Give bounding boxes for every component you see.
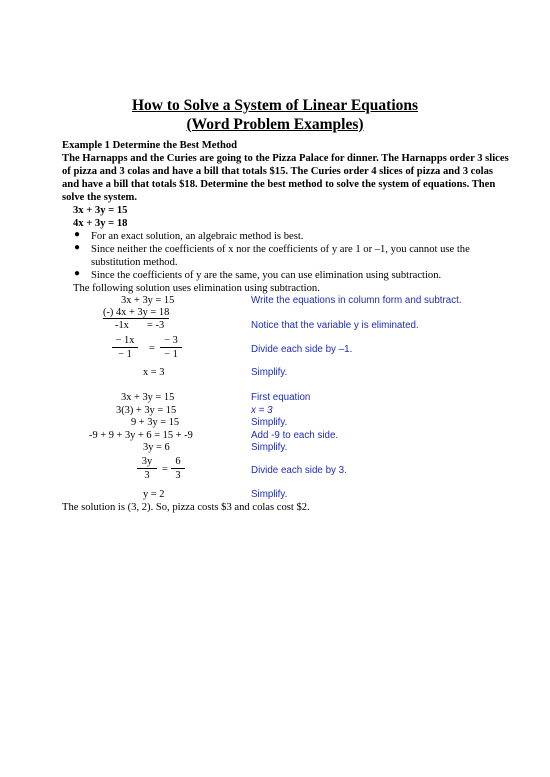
bullet-icon: ●: [74, 268, 81, 279]
fraction-denominator: − 1: [164, 349, 178, 360]
bullet-text: For an exact solution, an algebraic method is best.: [91, 231, 304, 242]
fraction-denominator: 3: [144, 470, 150, 481]
step2-equation-5: 3y = 6: [143, 442, 170, 453]
system-equation: 4x + 3y = 18: [73, 218, 128, 229]
bullet-text: substitution method.: [91, 257, 178, 268]
conclusion: The solution is (3, 2). So, pizza costs $3 and colas cost $2.: [62, 502, 310, 513]
step1-note: Write the equations in column form and subtract.: [251, 295, 462, 306]
step2-fraction-left: [137, 456, 157, 481]
step2-note: Add -9 to each side.: [251, 430, 339, 441]
step1-note: Notice that the variable y is eliminated.: [251, 320, 419, 331]
bullet-text: Since the coefficients of y are the same, you can use elimination using subtraction.: [91, 270, 442, 281]
step2-result: y = 2: [143, 489, 165, 500]
fraction-denominator: − 1: [118, 349, 132, 360]
problem-line: solve the system.: [62, 192, 138, 203]
step2-equation-1: 3x + 3y = 15: [121, 392, 175, 403]
bullet-icon: ●: [74, 229, 81, 240]
step2-note: First equation: [251, 392, 311, 403]
fraction-numerator: 6: [175, 456, 181, 467]
fraction-bar: [137, 468, 157, 469]
step1-equation-2: (-) 4x + 3y = 18: [103, 307, 170, 318]
fraction-numerator: − 1x: [115, 335, 135, 346]
intro-line: The following solution uses elimination using subtraction.: [73, 283, 320, 294]
fraction-bar: [112, 347, 138, 348]
step1-note: Simplify.: [251, 367, 288, 378]
step2-equation-4: -9 + 9 + 3y + 6 = 15 + -9: [89, 430, 193, 441]
system-equation: 3x + 3y = 15: [73, 205, 128, 216]
fraction-bar: [171, 468, 185, 469]
problem-line: and have a bill that totals $18. Determine the best method to solve the system of equations. Then: [62, 179, 496, 190]
step1-equation-1: 3x + 3y = 15: [121, 295, 175, 306]
step1-fraction-right: [160, 335, 182, 360]
fraction-denominator: 3: [175, 470, 181, 481]
step2-fraction-equals: =: [162, 464, 168, 475]
step2-note: Divide each side by 3.: [251, 465, 347, 476]
page-title-line2: (Word Problem Examples): [186, 116, 364, 133]
problem-line: of pizza and 3 colas and have a bill that totals $15. The Curies order 4 slices of pizza and 3 colas: [62, 166, 494, 177]
fraction-bar: [160, 347, 182, 348]
step2-note: x = 3: [251, 405, 273, 416]
fraction-numerator: − 3: [164, 335, 178, 346]
step1-fraction-equals: =: [149, 343, 155, 354]
bullet-icon: ●: [74, 242, 81, 253]
page-title-line1: How to Solve a System of Linear Equations: [131, 97, 419, 114]
step2-equation-2: 3(3) + 3y = 15: [116, 405, 177, 416]
step1-fraction-left: [112, 335, 138, 360]
bullet-text: Since neither the coefficients of x nor the coefficients of y are 1 or –1, you cannot use the: [91, 244, 470, 255]
example-heading: Example 1 Determine the Best Method: [62, 140, 238, 151]
step2-note: Simplify.: [251, 417, 288, 428]
problem-line: The Harnapps and the Curies are going to the Pizza Palace for dinner. The Harnapps order 3 slices: [62, 153, 509, 164]
step1-note: Divide each side by –1.: [251, 344, 353, 355]
step1-equation-3: -1x = -3: [115, 320, 165, 331]
step2-note: Simplify.: [251, 442, 288, 453]
step1-result: x = 3: [143, 367, 165, 378]
step2-equation-3: 9 + 3y = 15: [131, 417, 180, 428]
fraction-numerator: 3y: [141, 456, 153, 467]
step2-note: Simplify.: [251, 489, 288, 500]
step2-fraction-right: [171, 456, 185, 481]
